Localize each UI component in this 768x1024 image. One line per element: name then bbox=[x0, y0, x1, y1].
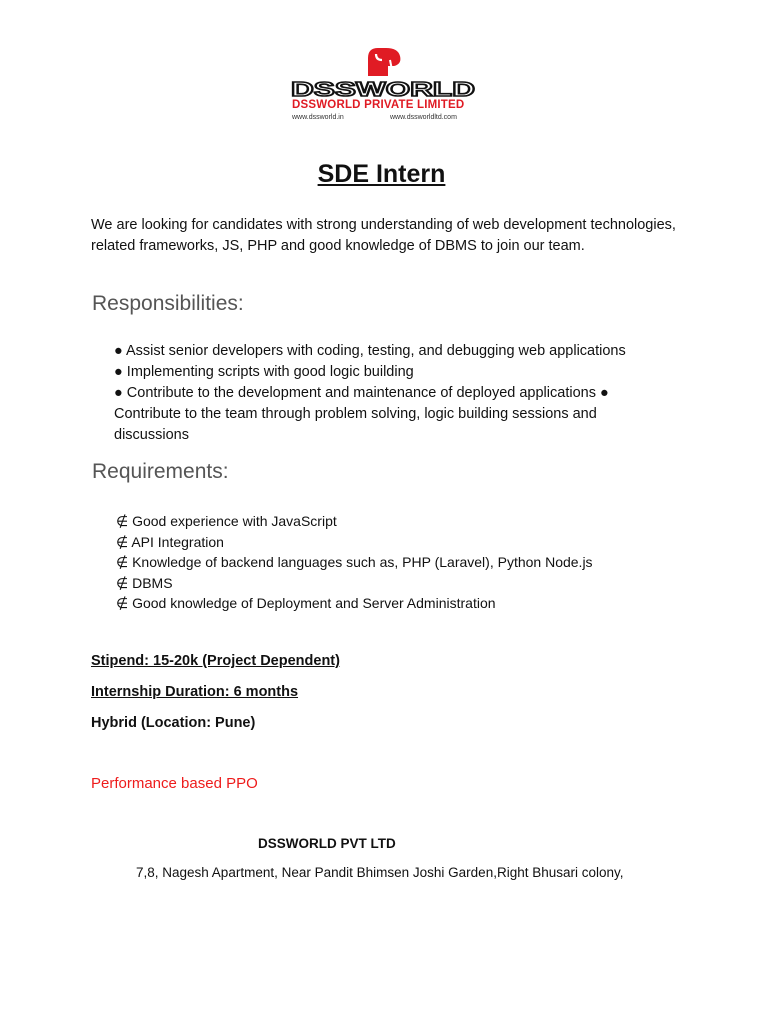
requirements-heading: Requirements: bbox=[92, 460, 229, 483]
list-item: ∉ Knowledge of backend languages such as, PHP (Laravel), Python Node.js bbox=[116, 554, 593, 570]
logo-mark-icon bbox=[362, 44, 406, 78]
logo-url-2: www.dssworldltd.com bbox=[390, 114, 457, 121]
page-title: SDE Intern bbox=[317, 160, 446, 188]
duration-line: Internship Duration: 6 months bbox=[91, 684, 299, 700]
list-item: ∉ Good knowledge of Deployment and Server Administration bbox=[116, 595, 496, 611]
list-item: ∉ Good experience with JavaScript bbox=[116, 513, 337, 529]
logo-url-1: www.dssworld.in bbox=[292, 114, 344, 121]
footer-address: 7,8, Nagesh Apartment, Near Pandit Bhimsen Joshi Garden,Right Bhusari colony, bbox=[136, 865, 624, 880]
list-item: ● Implementing scripts with good logic building bbox=[114, 364, 414, 380]
list-item: ∉ API Integration bbox=[116, 533, 224, 550]
ppo-note: Performance based PPO bbox=[91, 775, 258, 792]
company-logo bbox=[290, 44, 480, 126]
footer-company-name: DSSWORLD PVT LTD bbox=[258, 836, 396, 851]
svg-text:DSSWORLD: DSSWORLD bbox=[291, 79, 475, 99]
logo-wordmark bbox=[290, 79, 476, 99]
responsibilities-list bbox=[114, 341, 674, 446]
logo-company-name: DSSWORLD PRIVATE LIMITED bbox=[292, 99, 465, 111]
list-item: ∉ DBMS bbox=[116, 574, 173, 591]
responsibilities-heading: Responsibilities: bbox=[92, 292, 244, 315]
intro-paragraph: We are looking for candidates with strong understanding of web development technologies, related frameworks, JS, PHP and good knowledge of DBMS to join our team. bbox=[91, 217, 676, 254]
requirements-list bbox=[116, 511, 593, 614]
list-item: ● Assist senior developers with coding, testing, and debugging web applications bbox=[114, 343, 626, 359]
location-line: Hybrid (Location: Pune) bbox=[91, 715, 256, 731]
list-item: ● Contribute to the development and maintenance of deployed applications ● Contribute to the team through problem solving, logic building sessions and discussions bbox=[114, 385, 609, 443]
stipend-line: Stipend: 15-20k (Project Dependent) bbox=[91, 653, 340, 669]
